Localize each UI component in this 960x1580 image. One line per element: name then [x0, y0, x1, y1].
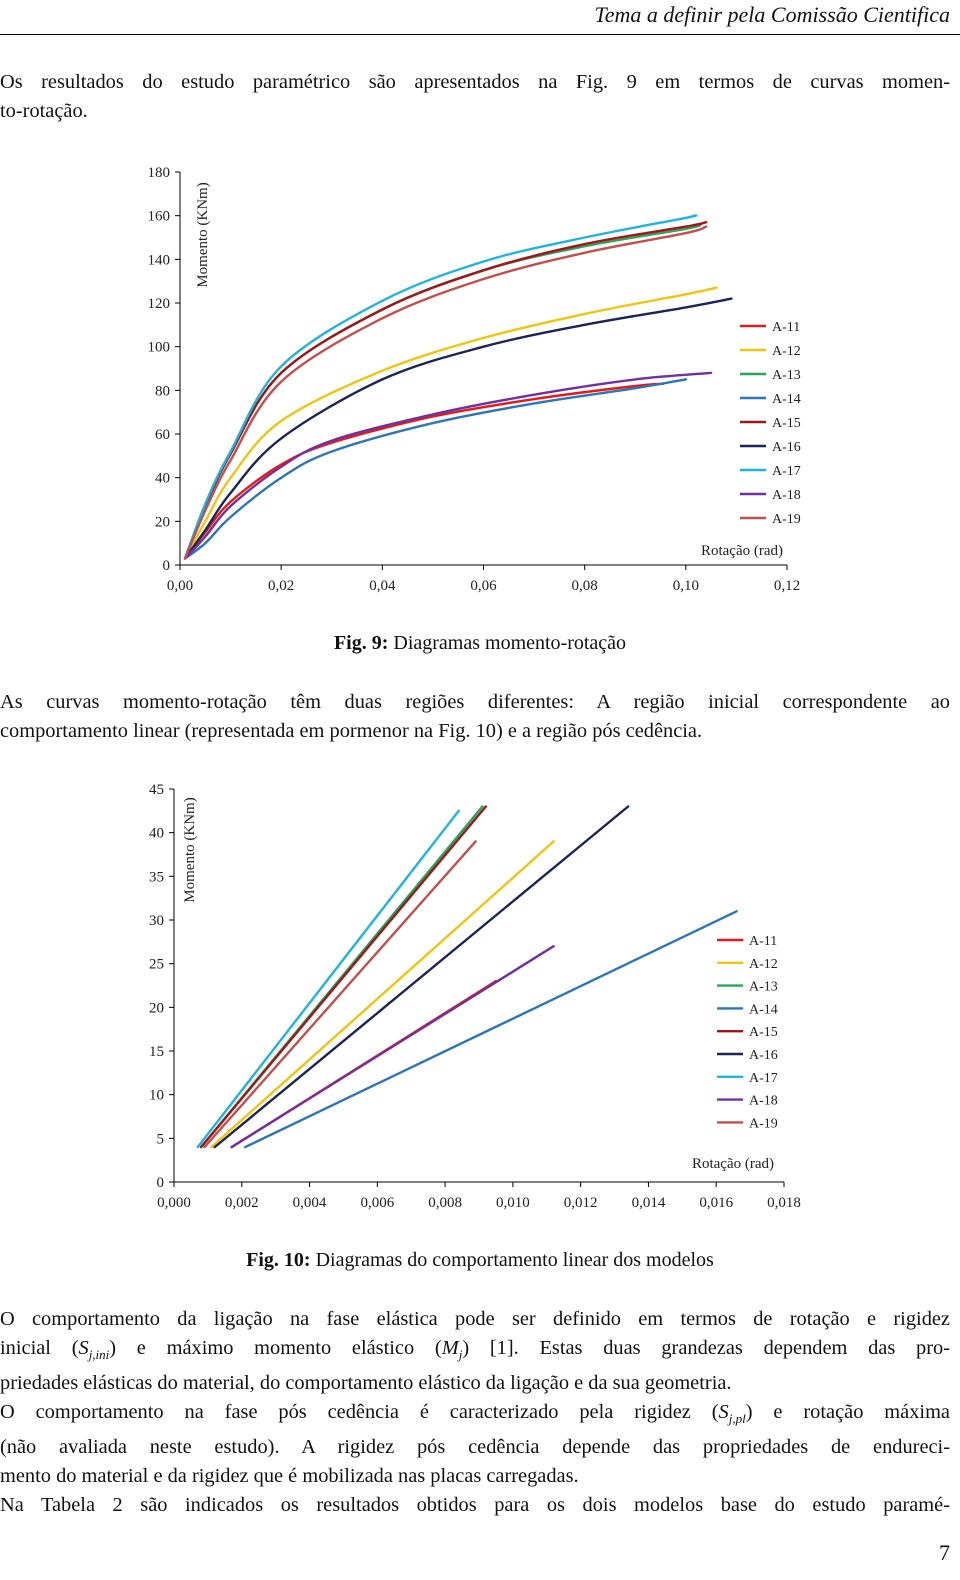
- legend-label-a-13: A-13: [772, 368, 801, 383]
- y-tick-label: 20: [149, 1000, 164, 1017]
- p3-l2-text-c: ) [1]. Estas duas grandezas dependem das pro-: [462, 1337, 950, 1359]
- legend-label-a-15: A-15: [749, 1025, 778, 1041]
- y-tick-label: 160: [147, 208, 170, 225]
- x-tick-label: 0,016: [699, 1195, 734, 1211]
- y-axis-label: Momento (KNm): [195, 182, 211, 288]
- figure-10-caption-label: Fig. 10:: [246, 1249, 311, 1271]
- symbol-s-sub-pl: j,pl: [728, 1411, 746, 1427]
- x-axis-label: Rotação (rad): [691, 1156, 775, 1172]
- figure-10-chart: [0, 770, 960, 1230]
- series-line-a-12: [185, 288, 716, 559]
- symbol-s-sub-ini: j,ini: [88, 1347, 110, 1363]
- paragraph-2: [0, 688, 950, 746]
- x-tick-label: 0,014: [631, 1195, 666, 1211]
- symbol-s-pl: S: [718, 1401, 729, 1424]
- y-axis-label: Momento (KNm): [182, 797, 198, 903]
- paragraph-1-line-2: to-rotação.: [0, 100, 88, 122]
- x-tick-label: 0,08: [571, 578, 598, 594]
- page-number: 7: [939, 1540, 950, 1565]
- legend-label-a-17: A-17: [749, 1070, 778, 1086]
- y-tick-label: 30: [149, 913, 164, 929]
- x-tick-label: 0,10: [672, 578, 699, 594]
- y-tick-label: 15: [149, 1044, 164, 1060]
- y-tick-label: 60: [155, 427, 170, 443]
- x-tick-label: 0,002: [224, 1195, 259, 1211]
- symbol-m-sub-j: j: [458, 1347, 463, 1363]
- x-tick-label: 0,06: [470, 578, 497, 594]
- p3-l2-text-a: inicial (: [0, 1337, 79, 1359]
- legend-label-a-12: A-12: [749, 956, 778, 972]
- x-tick-label: 0,006: [360, 1195, 395, 1211]
- running-header: Tema a definir pela Comissão Cientifica: [594, 2, 950, 27]
- legend-label-a-17: A-17: [772, 464, 801, 479]
- figure-9-chart: [0, 150, 960, 620]
- legend-label-a-16: A-16: [772, 440, 801, 455]
- paragraph-3-line-4: [0, 1398, 950, 1433]
- paragraph-3-line-5: (não avaliada neste estudo). A rigidez pós cedência depende das propriedades de endureci-: [0, 1436, 950, 1459]
- y-tick-label: 0: [162, 558, 170, 574]
- legend-label-a-14: A-14: [772, 392, 801, 407]
- x-tick-label: 0,000: [157, 1195, 191, 1211]
- legend-label-a-11: A-11: [749, 934, 778, 949]
- symbol-m: M: [441, 1337, 459, 1359]
- legend-label-a-18: A-18: [749, 1093, 778, 1109]
- legend-label-a-15: A-15: [772, 416, 801, 431]
- legend-label-a-14: A-14: [749, 1002, 778, 1018]
- paragraph-2-line-2: comportamento linear (representada em pormenor na Fig. 10) e a região pós cedência.: [0, 720, 703, 742]
- figure-10-caption: [0, 1249, 960, 1272]
- series-line-a-18: [232, 946, 554, 1147]
- paragraph-1: [0, 68, 950, 126]
- x-tick-label: 0,12: [773, 578, 801, 594]
- paragraph-2-line-1: As curvas momento-rotação têm duas regiões diferentes: A região inicial correspondente ao: [0, 691, 950, 713]
- legend-label-a-16: A-16: [749, 1048, 778, 1063]
- header-rule: [0, 34, 960, 35]
- y-tick-label: 0: [156, 1175, 164, 1191]
- y-tick-label: 40: [149, 825, 164, 842]
- paragraph-3: [0, 1305, 950, 1520]
- x-tick-label: 0,018: [767, 1195, 801, 1211]
- y-tick-label: 180: [147, 165, 170, 181]
- legend-label-a-12: A-12: [772, 344, 801, 359]
- paragraph-3-line-1: O comportamento da ligação na fase elástica pode ser definido em termos de rotação e rigidez: [0, 1308, 950, 1330]
- x-tick-label: 0,012: [563, 1195, 598, 1211]
- legend-label-a-11: A-11: [772, 320, 801, 335]
- y-tick-label: 120: [147, 296, 170, 312]
- x-axis-label: Rotação (rad): [700, 543, 784, 559]
- p3-l4-text-a: O comportamento na fase pós cedência é caracterizado pela rigidez (: [0, 1401, 719, 1424]
- legend-label-a-13: A-13: [749, 979, 778, 995]
- y-tick-label: 20: [155, 514, 170, 531]
- legend-label-a-18: A-18: [772, 488, 801, 503]
- legend-label-a-19: A-19: [772, 512, 801, 527]
- y-tick-label: 5: [156, 1131, 164, 1148]
- y-tick-label: 25: [149, 956, 164, 973]
- x-tick-label: 0,00: [166, 578, 194, 594]
- paragraph-3-line-7: Na Tabela 2 são indicados os resultados obtidos para os dois modelos base do estudo paramé-: [0, 1494, 950, 1517]
- paragraph-3-line-2: [0, 1334, 950, 1369]
- y-tick-label: 40: [155, 470, 170, 487]
- x-tick-label: 0,010: [496, 1195, 530, 1211]
- y-tick-label: 35: [149, 869, 164, 886]
- y-tick-label: 80: [155, 383, 170, 400]
- figure-9-caption-label: Fig. 9:: [333, 632, 389, 654]
- paragraph-3-line-3: priedades elásticas do material, do comportamento elástico da ligação e da sua geometria.: [0, 1372, 732, 1395]
- paragraph-3-line-6: mento do material e da rigidez que é mobilizada nas placas carregadas.: [0, 1465, 579, 1488]
- figure-9-caption-text: Diagramas momento-rotação: [388, 632, 627, 654]
- series-line-a-15: [201, 807, 486, 1148]
- y-tick-label: 10: [149, 1087, 164, 1104]
- p3-l4-text-b: ) e rotação máxima: [745, 1401, 950, 1424]
- x-tick-label: 0,04: [369, 578, 396, 594]
- p3-l2-text-b: ) e máximo momento elástico (: [109, 1337, 442, 1359]
- series-line-a-16: [185, 299, 731, 559]
- legend-label-a-19: A-19: [749, 1116, 778, 1132]
- y-tick-label: 140: [147, 252, 170, 269]
- y-tick-label: 100: [147, 339, 170, 356]
- series-line-a-14: [245, 911, 736, 1147]
- symbol-s: S: [78, 1337, 89, 1359]
- y-tick-label: 45: [149, 782, 164, 798]
- paragraph-1-line-1: Os resultados do estudo paramétrico são apresentados na Fig. 9 em termos de curvas momen-: [0, 71, 950, 93]
- figure-9-caption: [0, 632, 960, 655]
- figure-10-caption-text: Diagramas do comportamento linear dos modelos: [310, 1249, 714, 1271]
- series-line-a-12: [211, 841, 553, 1147]
- x-tick-label: 0,02: [268, 578, 295, 594]
- x-tick-label: 0,004: [292, 1195, 327, 1211]
- x-tick-label: 0,008: [428, 1195, 462, 1211]
